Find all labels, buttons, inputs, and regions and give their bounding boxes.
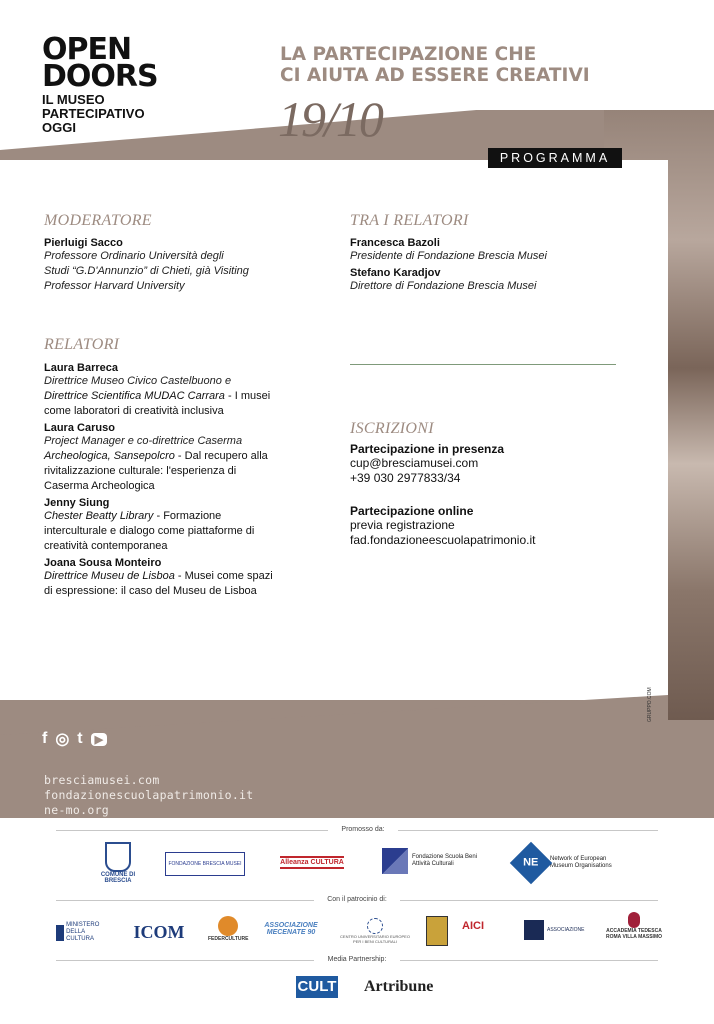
speaker-name: Stefano Karadjov <box>350 267 441 279</box>
comune-brescia-logo: COMUNE DI BRESCIA <box>96 842 140 884</box>
centro-universitario-logo: CENTRO UNIVERSITARIO EUROPEO PER I BENI CULTURALI <box>340 918 410 944</box>
programma-label: PROGRAMMA <box>488 148 622 168</box>
relatore-talk: - I musei <box>224 390 271 402</box>
icom-logo: ICOM <box>133 922 185 942</box>
design-credit: GRUPPO.COM <box>647 687 653 722</box>
relatori-title: RELATORI <box>44 336 120 353</box>
promosso-label: Promosso da: <box>341 826 385 833</box>
divider <box>350 364 616 365</box>
moderatore-name: Pierluigi Sacco <box>44 237 123 249</box>
tra-i-relatori-section <box>350 212 640 294</box>
relatore-name: Laura Caruso <box>44 422 115 434</box>
relatori-section <box>44 336 334 599</box>
link-bresciamusei[interactable]: bresciamusei.com <box>44 773 160 787</box>
mecenate-logo: ASSOCIAZIONE MECENATE 90 <box>264 922 318 936</box>
relatore-talk: rivitalizzazione culturale: l'esperienza di <box>44 465 237 477</box>
link-nemo[interactable]: ne-mo.org <box>44 803 110 817</box>
nemo-logo: NE Network of European Museum Organisations <box>516 848 626 878</box>
relatore-role: Direttrice Museu de Lisboa <box>44 570 175 582</box>
relatore-name: Laura Barreca <box>44 362 118 374</box>
aici-logo: AICI <box>462 920 484 932</box>
moderatore-title: MODERATORE <box>44 212 152 229</box>
social-icons <box>42 729 107 749</box>
speaker-name: Francesca Bazoli <box>350 237 440 249</box>
divider <box>56 900 314 901</box>
relatore-talk: interculturale e dialogo come piattaforme di <box>44 525 255 537</box>
moderatore-role-3: Professor Harvard University <box>44 280 185 292</box>
online-note: previa registrazione <box>350 518 455 532</box>
speaker-role: Presidente di Fondazione Brescia Musei <box>350 250 547 262</box>
divider <box>400 960 658 961</box>
relatore-role: Archeologica, Sansepolcro <box>44 450 175 462</box>
link-fondazione[interactable]: fondazionescuolapatrimonio.it <box>44 788 254 802</box>
online-link[interactable]: fad.fondazioneescuolapatrimonio.it <box>350 533 536 547</box>
relatore-role: Direttrice Museo Civico Castelbuono e <box>44 375 232 387</box>
emblem-logo <box>426 916 448 946</box>
divider <box>56 830 328 831</box>
moderatore-role-2: Studi “G.D'Annunzio” di Chieti, già Visiting <box>44 265 249 277</box>
online-label: Partecipazione online <box>350 504 474 518</box>
iscrizioni-title: ISCRIZIONI <box>350 420 434 437</box>
iscrizioni-section <box>350 420 640 548</box>
logo-subtitle-2: PARTECIPATIVO <box>42 106 145 121</box>
relatore-talk: Caserma Archeologica <box>44 480 155 492</box>
patrocinio-label: Con il patrocinio di: <box>327 896 387 903</box>
associazione-logo: ASSOCIAZIONE <box>524 920 588 940</box>
cult-logo: CULT <box>296 976 338 998</box>
logo-subtitle-1: IL MUSEO <box>42 92 105 107</box>
tra-i-relatori-title: TRA I RELATORI <box>350 212 469 229</box>
alleanza-cultura-logo: Alleanza CULTURA <box>280 856 344 869</box>
moderatore-section <box>44 212 334 294</box>
media-label: Media Partnership: <box>327 956 387 963</box>
event-date: 19/10 <box>278 91 382 147</box>
relatore-talk: - Formazione <box>153 510 222 522</box>
facebook-icon[interactable]: f <box>42 730 48 747</box>
logo-subtitle-3: OGGI <box>42 120 76 135</box>
presenza-label: Partecipazione in presenza <box>350 442 505 456</box>
accademia-tedesca-logo: ACCADEMIA TEDESCA ROMA VILLA MASSIMO <box>600 912 668 940</box>
federculture-logo: FEDERCULTURE <box>208 916 248 942</box>
divider <box>398 830 658 831</box>
fondazione-scuola-logo: Fondazione Scuola Beni Attività Culturali <box>382 848 482 874</box>
relatore-talk: come laboratori di creatività inclusiva <box>44 405 224 417</box>
headline-line-2: CI AIUTA AD ESSERE CREATIVI <box>280 65 590 86</box>
footer-links <box>44 773 253 818</box>
logo-word-open: OPEN <box>42 32 132 67</box>
youtube-icon[interactable]: ▶ <box>91 733 107 746</box>
logo-word-doors: DOORS <box>42 59 158 94</box>
relatore-role: Project Manager e co-direttrice Caserma <box>44 435 243 447</box>
open-doors-logo <box>42 32 182 135</box>
relatore-name: Jenny Siung <box>44 497 110 509</box>
relatore-talk: di espressione: il caso del Museu de Lisboa <box>44 585 257 597</box>
headline <box>280 44 610 86</box>
instagram-icon[interactable]: ◎ <box>55 731 70 748</box>
relatore-talk: - Musei come spazi <box>174 570 273 582</box>
contact-email[interactable]: cup@bresciamusei.com <box>350 456 479 470</box>
relatore-role: Chester Beatty Library <box>44 510 154 522</box>
relatore-role: Direttrice Scientifica MUDAC Carrara <box>44 390 225 402</box>
contact-phone[interactable]: +39 030 2977833/34 <box>350 471 461 485</box>
twitter-icon[interactable]: t <box>77 730 83 747</box>
speaker-role: Direttore di Fondazione Brescia Musei <box>350 280 537 292</box>
moderatore-role-1: Professore Ordinario Università degli <box>44 250 224 262</box>
divider <box>56 960 314 961</box>
fondazione-brescia-musei-logo: FONDAZIONE BRESCIA MUSEI <box>165 852 245 876</box>
relatore-talk: creatività contemporanea <box>44 540 168 552</box>
headline-line-1: LA PARTECIPAZIONE CHE <box>280 44 537 65</box>
relatore-name: Joana Sousa Monteiro <box>44 557 162 569</box>
artribune-logo: Artribune <box>364 978 434 995</box>
ministero-cultura-logo: MINISTERO DELLA CULTURA <box>56 922 114 943</box>
relatore-talk: - Dal recupero alla <box>174 450 268 462</box>
divider <box>400 900 658 901</box>
